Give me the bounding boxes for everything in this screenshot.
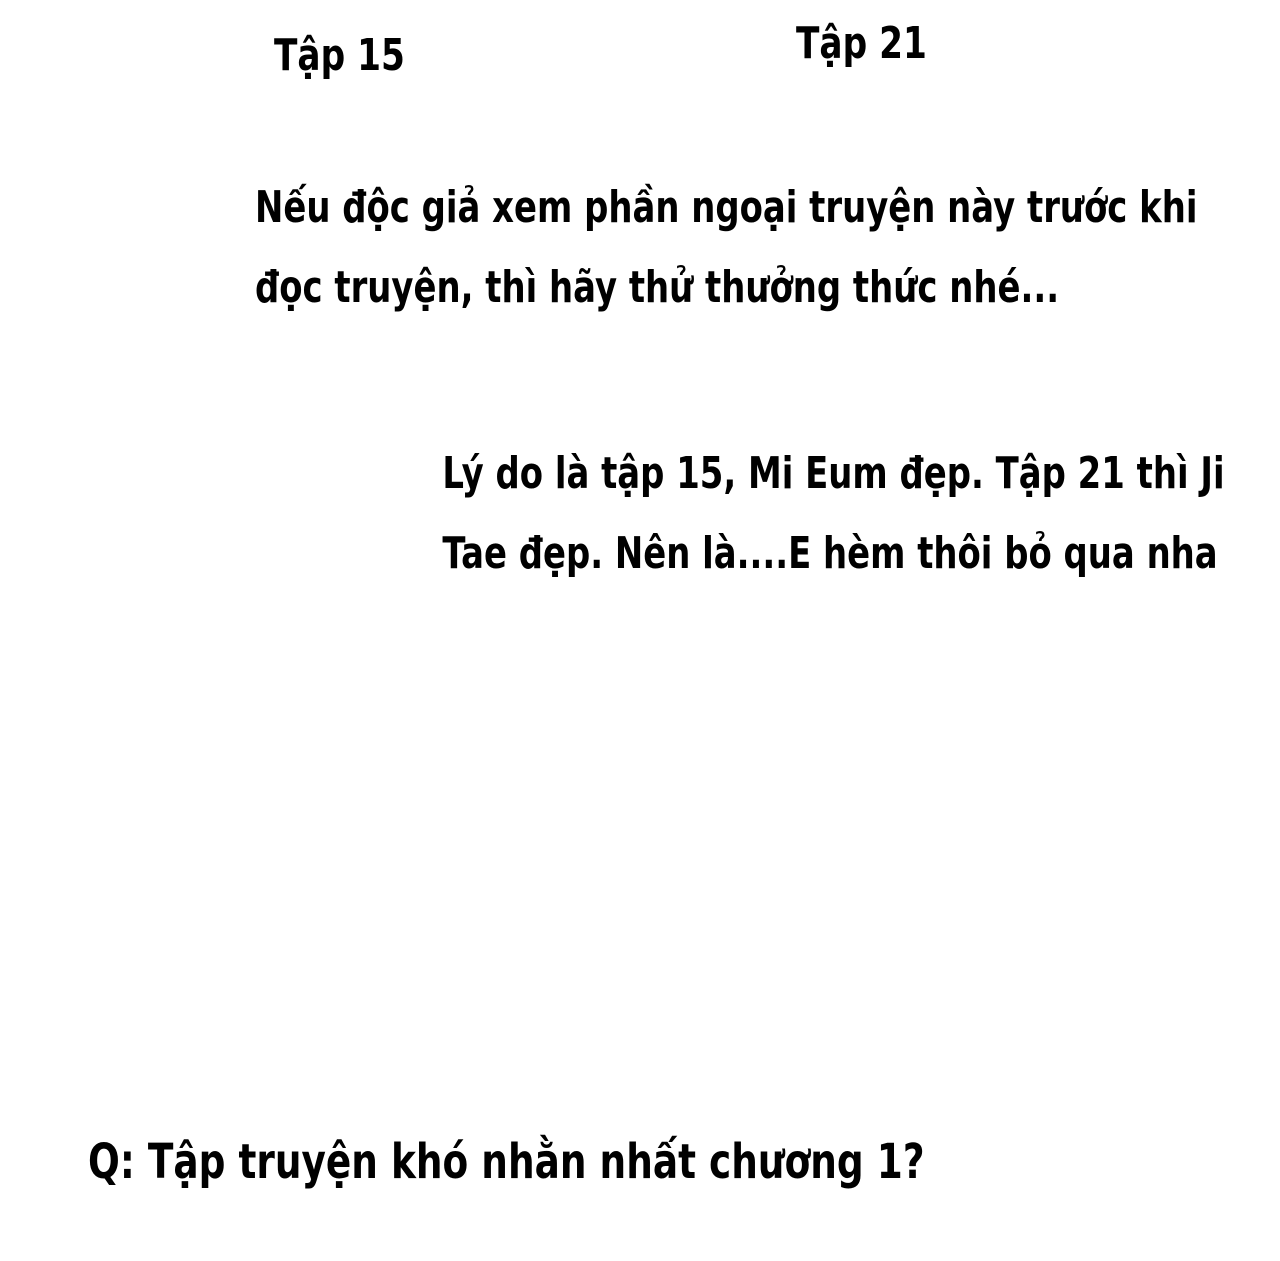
episode-15-label: Tập 15 <box>274 30 405 81</box>
question-text: Q: Tập truyện khó nhằn nhất chương 1? <box>88 1134 925 1190</box>
reason-note-line-2: Tae đẹp. Nên là....E hèm thôi bỏ qua nha <box>442 528 1218 579</box>
reader-note-line-1: Nếu độc giả xem phần ngoại truyện này trước khi <box>255 182 1198 233</box>
reason-note-line-1: Lý do là tập 15, Mi Eum đẹp. Tập 21 thì Ji <box>442 448 1225 499</box>
reader-note-line-2: đọc truyện, thì hãy thử thưởng thức nhé... <box>255 262 1060 313</box>
episode-21-label: Tập 21 <box>796 18 927 69</box>
reader-note <box>140 168 1198 328</box>
reason-note <box>340 434 1230 594</box>
